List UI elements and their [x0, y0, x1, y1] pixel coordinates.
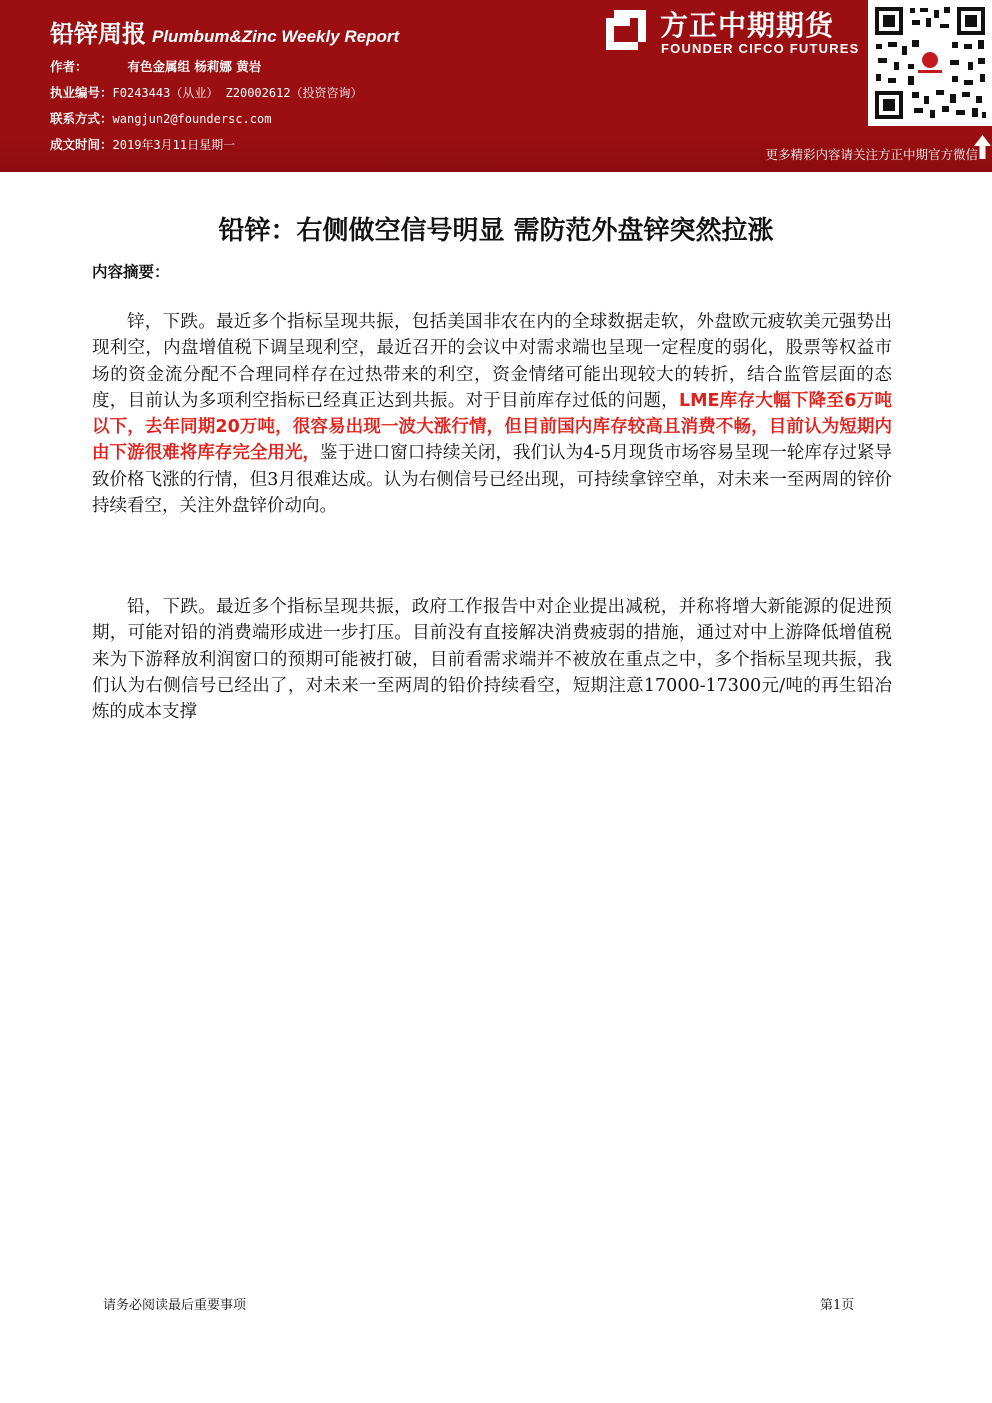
arrow-up-icon: [973, 134, 992, 160]
zinc-highlight-text: LME库存大幅下降至6万吨以下，去年同期20万吨，很容易出现一波大涨行情，但目前国内库存较高且消费不畅，目前认为短期内由下游很难将库存完全用光，: [92, 390, 892, 464]
page-number: 第1页: [820, 1298, 855, 1313]
zinc-text-after: 鉴于进口窗口持续关闭，我们认为4-5月现货市场容易呈现一轮库存过紧导致价格飞涨的行情，但3月很难达成。认为右侧信号已经出现，可持续拿锌空单，对未来一至两周的锌价持续看空，关注外盘锌价动向。: [92, 443, 893, 517]
summary-label: 内容摘要：: [92, 263, 170, 281]
footer-notice: 请务必阅读最后重要事项: [103, 1298, 247, 1313]
report-title-row: [50, 14, 399, 49]
author-line: [50, 57, 261, 75]
company-name-cn: 方正中期期货: [660, 9, 835, 42]
founder-logo-icon: [604, 8, 648, 52]
document-title: 铅锌：右侧做空信号明显 需防范外盘锌突然拉涨: [218, 216, 774, 246]
report-header-banner: [0, 0, 992, 172]
date-value: 2019年3月11日星期一: [112, 138, 236, 152]
author-value: 有色金属组 杨莉娜 黄岩: [127, 59, 262, 74]
license-value: F0243443（从业） Z20002612（投资咨询）: [112, 86, 363, 100]
date-line: [50, 135, 235, 153]
contact-label: 联系方式：: [50, 111, 113, 126]
report-title-en: Plumbum&Zinc Weekly Report: [152, 27, 400, 46]
company-name-en: FOUNDER CIFCO FUTURES: [661, 41, 860, 56]
date-label: 成文时间：: [50, 137, 113, 152]
contact-value: wangjun2@foundersc.com: [112, 112, 272, 126]
license-label: 执业编号：: [50, 85, 113, 100]
wechat-qr-code: [868, 0, 992, 126]
zinc-text-before: 锌，下跌。最近多个指标呈现共振，包括美国非农在内的全球数据走软，外盘欧元疲软美元强势出现利空，内盘增值税下调呈现利空，最近召开的会议中对需求端也呈现一定程度的弱化，股票等权益市场的资金流分配不合理同样存在过热带来的利空，资金情绪可能出现较大的转折，结合监管层面的态度，目前认为多项利空指标已经真正达到共振。对于目前库存过低的问题，: [92, 312, 892, 411]
report-title-cn: 铅锌周报: [50, 20, 146, 48]
contact-line: [50, 109, 271, 127]
zinc-paragraph: [92, 309, 892, 519]
follow-wechat-text: 更多精彩内容请关注方正中期官方微信: [765, 147, 978, 162]
lead-paragraph: 铅，下跌。最近多个指标呈现共振，政府工作报告中对企业提出减税，并称将增大新能源的促进预期，可能对铅的消费端形成进一步打压。目前没有直接解决消费疲弱的措施，通过对中上游降低增值税来为下游释放利润窗口的预期可能被打破，目前看需求端并不被放在重点之中，多个指标呈现共振，我们认为右侧信号已经出了，对未来一至两周的铅价持续看空，短期注意17000-17300元/吨的再生铅冶炼的成本支撑: [92, 597, 892, 723]
author-label: 作者：: [50, 59, 88, 74]
license-line: [50, 83, 363, 101]
